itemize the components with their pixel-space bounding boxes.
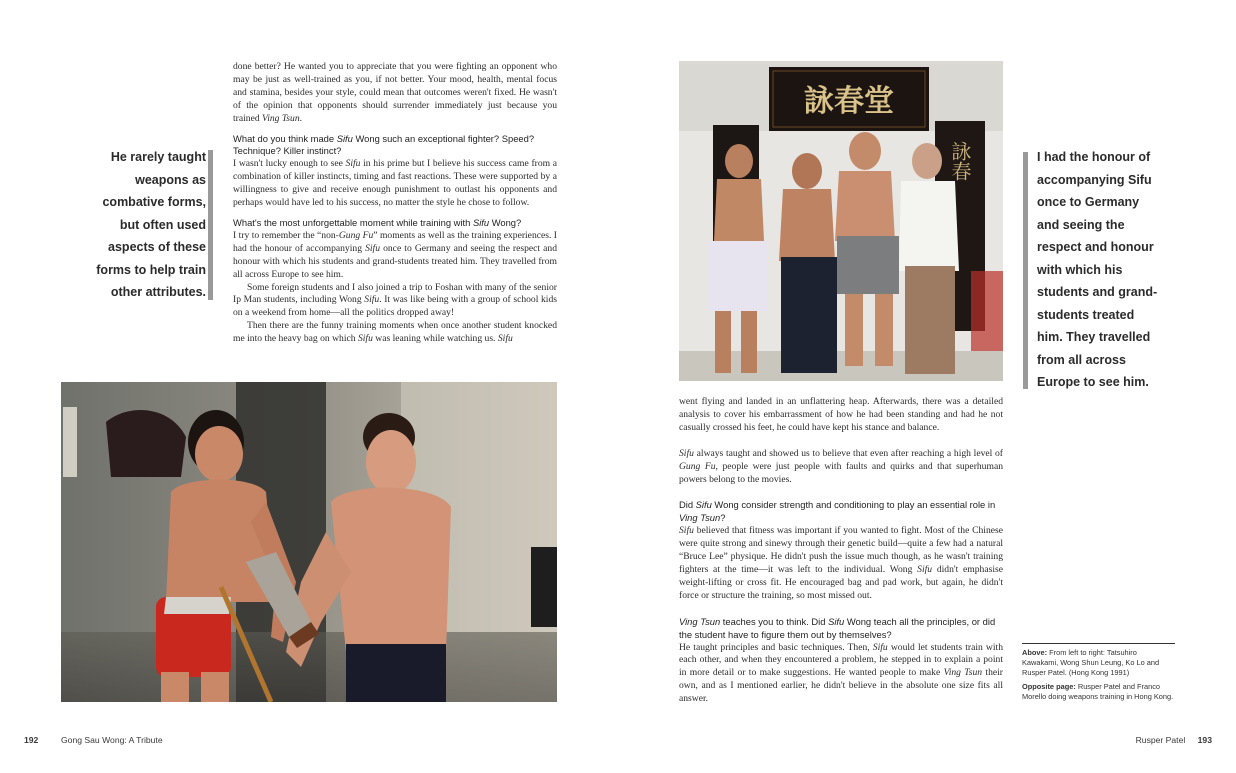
pull-quote-line: with which his <box>1037 262 1123 277</box>
paragraph: done better? He wanted you to appreciate that you were fighting an opponent who may be just as well-trained as you, if not better. Your mood, health, mental focus and stamina, besides your style, could mean that outcomes weren't fixed. He wasn't of the opinion that opponents should surrender immediately just because you trained Ving Tsun. <box>233 61 557 124</box>
pull-quote-line: respect and honour <box>1037 240 1154 254</box>
interview-question: What do you think made Sifu Wong such an exceptional fighter? Speed? Technique? Killer instinct? <box>233 132 535 157</box>
sign-text: 詠春堂 <box>804 84 894 119</box>
pull-quote-line: accompanying Sifu <box>1037 172 1152 187</box>
pull-quote-line: other attributes. <box>110 285 206 299</box>
pull-quote-line: combative forms, <box>102 195 206 209</box>
interview-answer: He taught principles and basic techniques. Then, Sifu would let students train with each other, and when they encountered a problem, he stepped in to explain a point in more detail or to make suggestions. He wanted people to make Ving Tsun their own, and as I mentioned earlier, he didn't believe in the absolute one size fits all answer. <box>679 641 1004 705</box>
training-photo-illustration <box>61 382 557 702</box>
page-number: 192 <box>24 735 39 745</box>
running-title: Gong Sau Wong: A Tribute <box>61 735 163 745</box>
paragraph: went flying and landed in an unflattering heap. Afterwards, there was a detailed analysis to cover his embarrassment of how he had been standing and had he not casually crossed his feet, he could have kept his stance and balance. <box>679 396 1003 433</box>
right-pull-quote <box>1037 146 1197 394</box>
paragraph: Sifu always taught and showed us to believe that even after reaching a high level of Gung Fu, people were just people with faults and quirks and that superhuman powers belong to the movies. <box>679 447 1003 485</box>
pull-quote-line: once to Germany <box>1037 195 1140 209</box>
pull-quote-line: forms to help train <box>96 262 206 277</box>
pull-quote-bar <box>208 150 213 300</box>
interview-question: What's the most unforgettable moment while training with Sifu Wong? <box>233 216 522 228</box>
pull-quote-line: He rarely taught <box>110 150 206 164</box>
caption-above: Above: From left to right: Tatsuhiro Kawakami, Wong Shun Leung, Ko Lo and Rusper Patel. (Hong Kong 1991) <box>1022 648 1160 677</box>
paragraph: Then there are the funny training moments when once another student knocked me into the heavy bag on which Sifu was leaning while watching us. Sifu <box>233 320 557 345</box>
page-number: 193 <box>1197 735 1212 745</box>
left-text-column <box>233 61 557 346</box>
pull-quote-line: but often used <box>119 217 206 232</box>
pull-quote-line: I had the honour of <box>1037 150 1151 164</box>
left-pull-quote <box>60 146 206 304</box>
interview-question: Ving Tsun teaches you to think. Did Sifu Wong teach all the principles, or did the student have to figure them out by themselves? <box>679 615 996 640</box>
pull-quote-line: from all across <box>1037 352 1126 367</box>
pull-quote-line: students and grand- <box>1037 285 1158 299</box>
interview-answer: I wasn't lucky enough to see Sifu in his prime but I believe his success came from a combination of killer instincts, timing and fast reactions. These were supported by a willingness to give and receive enough punishment to outlast his opponents and perhaps would have led to his success, no matter the style he chose to follow. <box>233 158 558 209</box>
caption-rule <box>1022 643 1175 644</box>
pull-quote-line: students treated <box>1037 307 1135 322</box>
interview-question: Did Sifu Wong consider strength and conditioning to play an essential role in Ving Tsun? <box>679 499 996 524</box>
training-photo <box>61 382 557 702</box>
interview-answer: Sifu believed that fitness was important if you wanted to fight. Most of the Chinese were quite strong and sinewy through their genetic build—quite a few had a natural “Bruce Lee” physique. He didn't push the issue much though, as he wasn't training fighters at the time—it was left to the individual. Wong Sifu didn't emphasise weight-lifting or cross fit. He encouraged bag and pad work, but again, he didn't force or structure the training, so most missed out. <box>679 525 1003 601</box>
pull-quote-bar <box>1023 152 1028 389</box>
right-footer <box>1136 735 1212 745</box>
pull-quote-line: Europe to see him. <box>1037 375 1149 389</box>
pull-quote-line: aspects of these <box>108 240 206 254</box>
photo-captions <box>1022 648 1175 702</box>
pull-quote-line: him. They travelled <box>1037 330 1151 344</box>
caption-opposite: Opposite page: Rusper Patel and Franco Morello doing weapons training in Hong Kong. <box>1022 682 1174 701</box>
group-photo-illustration <box>679 61 1003 381</box>
left-footer <box>24 735 163 745</box>
pull-quote-line: and seeing the <box>1037 217 1125 232</box>
group-photo <box>679 61 1003 381</box>
interview-answer: I try to remember the “non-Gung Fu” moments as well as the training experiences. I had the honour of accompanying Sifu once to Germany and seeing the respect and honour with which his students and grand-students treated him. They travelled from all across Europe to see him. <box>233 229 558 280</box>
pull-quote-line: weapons as <box>135 172 206 187</box>
right-text-column <box>679 396 1003 706</box>
author-name: Rusper Patel <box>1135 735 1186 745</box>
scroll-text: 詠春 <box>948 141 972 181</box>
paragraph: Some foreign students and I also joined a trip to Foshan with many of the senior Ip Man students, including Wong Sifu. It was like being with a group of school kids on a weekend from home—all the politics dropped away! <box>233 281 557 319</box>
